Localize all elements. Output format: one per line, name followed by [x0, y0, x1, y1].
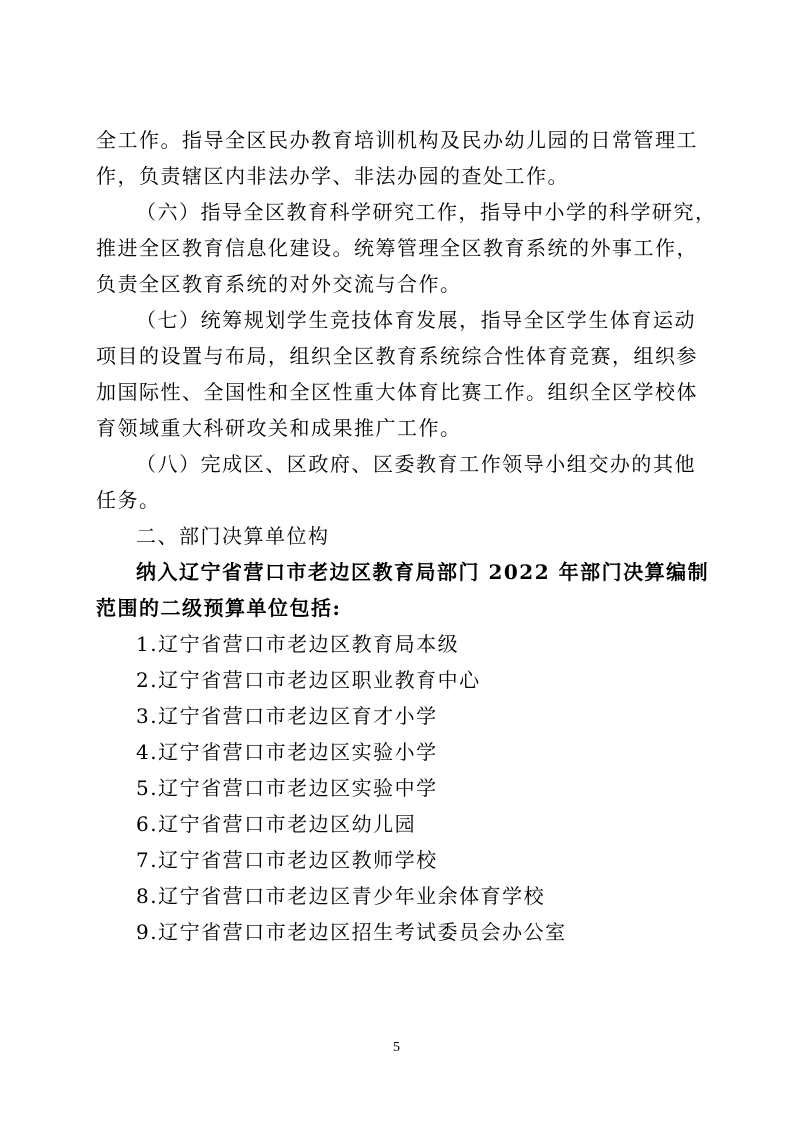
intro-line-2: 范围的二级预算单位包括: [96, 596, 342, 620]
paragraph-5-line-2: 作，负责辖区内非法办学、非法办园的查处工作。 [96, 164, 569, 188]
paragraph-7-line-1: （七）统筹规划学生竞技体育发展，指导全区学生体育运动 [136, 308, 696, 332]
section-heading: 二、部门决算单位构 [136, 524, 330, 548]
unit-item-9: 9.辽宁省营口市老边区招生考试委员会办公室 [136, 920, 567, 944]
paragraph-5-line-1: 全工作。指导全区民办教育培训机构及民办幼儿园的日常管理工 [96, 128, 698, 152]
page-number: 5 [393, 1040, 400, 1055]
paragraph-6-line-3: 负责全区教育系统的对外交流与合作。 [96, 272, 462, 296]
paragraph-8-line-1: （八）完成区、区政府、区委教育工作领导小组交办的其他 [136, 452, 696, 476]
unit-item-6: 6.辽宁省营口市老边区幼儿园 [136, 812, 417, 836]
paragraph-7-line-4: 育领域重大科研攻关和成果推广工作。 [96, 416, 462, 440]
unit-item-3: 3.辽宁省营口市老边区育才小学 [136, 704, 438, 728]
unit-item-4: 4.辽宁省营口市老边区实验小学 [136, 740, 438, 764]
unit-item-1: 1.辽宁省营口市老边区教育局本级 [136, 632, 460, 656]
intro-line-1: 纳入辽宁省营口市老边区教育局部门 2022 年部门决算编制 [136, 560, 710, 584]
paragraph-6-line-2: 推进全区教育信息化建设。统筹管理全区教育系统的外事工作， [96, 236, 698, 260]
unit-item-5: 5.辽宁省营口市老边区实验中学 [136, 776, 438, 800]
unit-item-2: 2.辽宁省营口市老边区职业教育中心 [136, 668, 481, 692]
unit-item-8: 8.辽宁省营口市老边区青少年业余体育学校 [136, 884, 546, 908]
unit-item-7: 7.辽宁省营口市老边区教师学校 [136, 848, 438, 872]
paragraph-6-line-1: （六）指导全区教育科学研究工作，指导中小学的科学研究， [136, 200, 717, 224]
paragraph-8-line-2: 任务。 [96, 488, 161, 512]
paragraph-7-line-3: 加国际性、全国性和全区性重大体育比赛工作。组织全区学校体 [96, 380, 698, 404]
paragraph-7-line-2: 项目的设置与布局，组织全区教育系统综合性体育竞赛，组织参 [96, 344, 698, 368]
